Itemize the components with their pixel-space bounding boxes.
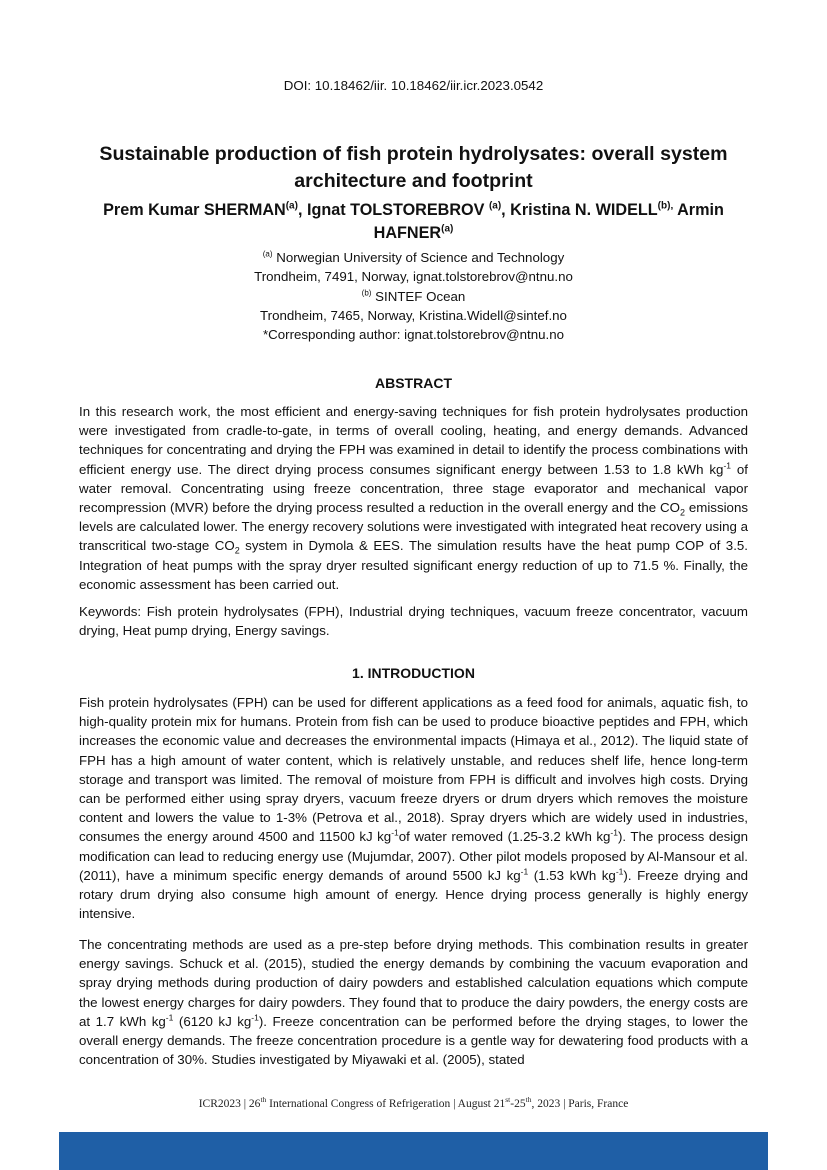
- author-affiliation-mark: (b),: [657, 200, 674, 212]
- superscript: -1: [610, 828, 618, 838]
- keywords: Keywords: Fish protein hydrolysates (FPH), Industrial drying techniques, vacuum freeze concentrator, vacuum drying, Heat pump drying, Energy savings.: [79, 604, 748, 639]
- text-run: In this research work, the most efficient and energy-saving techniques for fish protein hydrolysates production were investigated from cradle-to-gate, in terms of overall cooling, heating, and energy demands. Advanced techniques for concentrating and drying the FPH was examined in detail to identify the process combinations with efficient energy use. The direct drying process consumes significant energy between 1.53 to 1.8 kWh kg: [79, 404, 748, 477]
- doi-line: DOI: 10.18462/iir. 10.18462/iir.icr.2023.0542: [283, 78, 544, 93]
- text-run: ). Freeze drying and rotary drum drying also consume high amount of energy. Hence drying process generally is highly energy intensive.: [79, 867, 748, 922]
- text-run: ). The process design modification can lead to reducing energy use (Mujumdar, 2007). Other pilot models proposed by Al-Mansour et al. (2011), have a minimum specific energy demands of around 5500 kJ kg: [79, 829, 748, 883]
- corresponding-author: *Corresponding author: ignat.tolstorebrov@ntnu.no: [262, 327, 565, 343]
- superscript: -1: [723, 460, 731, 471]
- footer-text: -25: [510, 1098, 526, 1110]
- introduction-paragraph-2: [79, 935, 748, 1069]
- author-name: Armin HAFNER: [373, 201, 724, 242]
- affiliation-text: SINTEF Ocean: [371, 288, 466, 304]
- author-affiliation-mark: (a): [285, 200, 298, 212]
- text-run: (1.53 kWh kg: [528, 867, 616, 883]
- text-run: of water removed (1.25-3.2 kWh kg: [398, 829, 611, 845]
- affiliations: [78, 248, 749, 344]
- introduction-paragraph-1: [79, 693, 748, 923]
- affiliation-b-name: [78, 287, 749, 306]
- author-affiliation-mark: (a): [488, 200, 502, 212]
- superscript: -1: [520, 866, 529, 877]
- author-name: , Kristina N. WIDELL: [501, 201, 658, 219]
- author-name: Prem Kumar SHERMAN: [103, 201, 286, 219]
- footer-text: ICR2023 | 26: [198, 1098, 261, 1110]
- superscript: -1: [165, 1012, 174, 1023]
- affiliation-text: Norwegian University of Science and Technology: [272, 250, 565, 265]
- text-run: ). Freeze concentration can be performed before the drying stages, to lower the overall energy demands. The freeze concentration procedure is a gentle way for dewatering food products with a concentration of 30%. Studies investigated by Miyawaki et al. (2005), stated: [79, 1013, 748, 1068]
- introduction-heading: 1. INTRODUCTION: [352, 665, 475, 681]
- paper-title: Sustainable production of fish protein hydrolysates: overall system architecture and footprint: [99, 143, 728, 192]
- text-run: (6120 kJ kg: [173, 1013, 252, 1029]
- subscript: 2: [680, 507, 686, 518]
- author-affiliation-mark: (a): [441, 223, 454, 235]
- affiliation-a-address: Trondheim, 7491, Norway, ignat.tolstorebrov@ntnu.no: [254, 269, 573, 285]
- text-run: emissions levels are calculated lower. The energy recovery solutions were investigated with integrated heat recovery using a transcritical two-stage CO: [79, 500, 748, 554]
- superscript: th: [260, 1095, 267, 1105]
- superscript: -1: [391, 828, 399, 838]
- subscript: 2: [234, 546, 240, 557]
- superscript: -1: [251, 1012, 259, 1023]
- author-name: , Ignat TOLSTOREBROV: [297, 201, 489, 219]
- affiliation-mark: (b): [361, 288, 372, 298]
- superscript: st: [505, 1095, 511, 1105]
- footer-text: International Congress of Refrigeration | August 21: [266, 1098, 506, 1110]
- text-run: system in Dymola & EES. The simulation results have the heat pump COP of 3.5. Integration of heat pumps with the spray dryer resulted significant energy reduction of up to 71.5 %. Finally, the economic assessment has been carried out.: [79, 538, 748, 592]
- text-run: Fish protein hydrolysates (FPH) can be used for different applications as a feed food for animals, aquatic fish, to high-quality protein mix for humans. Protein from fish can be used to produce bioactive peptides and FPH, which increases the economic value and decreases the environmental impacts (Himaya et al., 2012). The liquid state of FPH has a high amount of water content, which is relatively unstable, and reduces shelf life, hence long-term storage and transport was limited. The removal of moisture from FPH is difficult and involves high costs. Drying can be performed either using spray dryers, vacuum freeze dryers or drum dryers which removes the moisture content and lowers the value to 1-3% (Petrova et al., 2018). Spray dryers which are widely used in industries, consumes the energy around 4500 and 11500 kJ kg: [79, 695, 748, 845]
- abstract-paragraph: [79, 402, 748, 594]
- text-run: The concentrating methods are used as a pre-step before drying methods. This combination results in greater energy savings. Schuck et al. (2015), studied the energy demands by combining the vacuum evaporation and spray drying methods during production of dairy powders and established calculation equations which compute the lowest energy charges for dairy powders. They found that to produce the dairy powders, the energy costs are at 1.7 kWh kg: [79, 937, 748, 1029]
- superscript: th: [525, 1095, 532, 1105]
- page-footer: [0, 1095, 827, 1110]
- abstract-heading: ABSTRACT: [375, 375, 452, 391]
- affiliation-mark: (a): [262, 249, 273, 259]
- footer-text: , 2023 | Paris, France: [531, 1098, 629, 1110]
- author-list: [78, 199, 749, 245]
- footer-color-bar: [59, 1132, 768, 1170]
- superscript: -1: [615, 866, 624, 877]
- text-run: of water removal. Concentrating using freeze concentration, three stage evaporator and mechanical vapor recompression (MVR) before the drying process resulted a reduction in the overall energy and the CO: [79, 461, 748, 516]
- affiliation-b-address: Trondheim, 7465, Norway, Kristina.Widell@sintef.no: [260, 307, 567, 323]
- affiliation-a-name: [78, 248, 749, 267]
